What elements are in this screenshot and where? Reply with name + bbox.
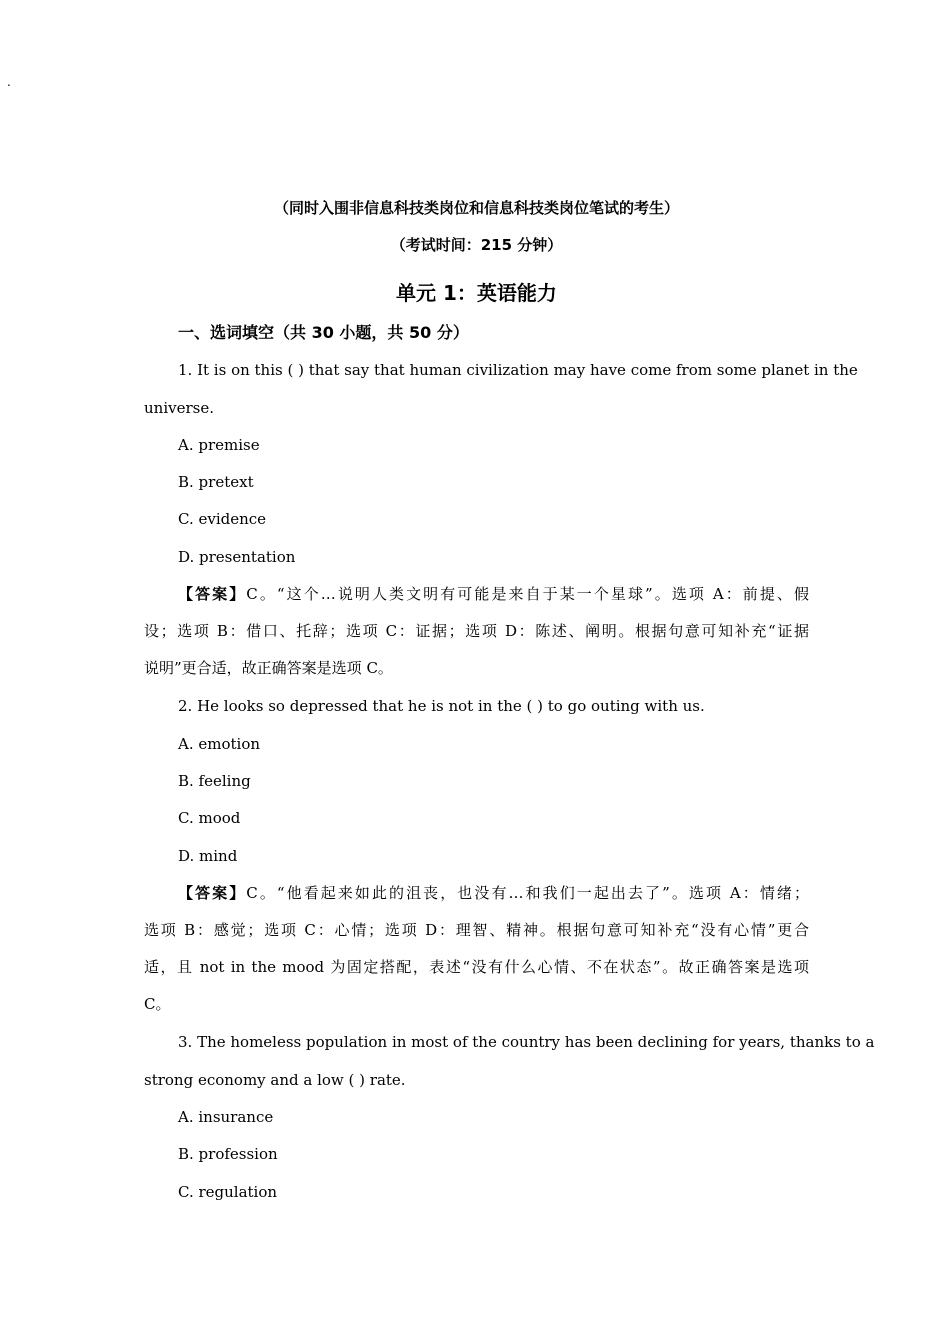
unit-title: 单元 1：英语能力 <box>396 281 557 305</box>
question-2-answer-cont: 选项 B：感觉；选项 C：心情；选项 D：理智、精神。根据句意可知补充“没有心情”更合 <box>144 921 809 939</box>
question-1-option-d: D. presentation <box>178 548 296 566</box>
question-1-answer-cont: 说明”更合适，故正确答案是选项 C。 <box>144 659 393 677</box>
question-1-stem: 1. It is on this ( ) that say that human civilization may have come from some planet in the <box>178 361 858 379</box>
question-2-option-b: B. feeling <box>178 772 251 790</box>
question-1-stem-cont: universe. <box>144 399 214 417</box>
question-1-option-c: C. evidence <box>178 510 267 528</box>
question-3-option-a: A. insurance <box>178 1108 274 1126</box>
answer-text: C。“他看起来如此的沮丧，也没有…和我们一起出去了”。选项 A：情绪； <box>246 884 809 902</box>
answer-tag: 【答案】 <box>178 585 247 603</box>
question-1-option-b: B. pretext <box>178 473 254 491</box>
question-3-stem-cont: strong economy and a low ( ) rate. <box>144 1071 406 1089</box>
question-2-stem: 2. He looks so depressed that he is not in the ( ) to go outing with us. <box>178 697 705 715</box>
question-3-option-c: C. regulation <box>178 1183 278 1201</box>
question-3-option-b: B. profession <box>178 1145 278 1163</box>
exam-duration-note: （考试时间：215 分钟） <box>390 236 563 254</box>
answer-text: C。“这个…说明人类文明有可能是来自于某一个星球”。选项 A：前提、假 <box>246 585 809 603</box>
question-2-answer <box>178 882 809 904</box>
question-1-option-a: A. premise <box>178 436 260 454</box>
question-2-option-c: C. mood <box>178 809 241 827</box>
answer-tag: 【答案】 <box>178 884 247 902</box>
question-2-answer-cont: C。 <box>144 995 171 1013</box>
question-2-option-d: D. mind <box>178 847 238 865</box>
question-3-stem: 3. The homeless population in most of the country has been declining for years, thanks to a <box>178 1033 875 1051</box>
question-1-answer <box>178 583 809 605</box>
exam-audience-note: （同时入围非信息科技类岗位和信息科技类岗位笔试的考生） <box>273 199 679 217</box>
question-2-option-a: A. emotion <box>178 735 261 753</box>
question-1-answer-cont: 设；选项 B：借口、托辞；选项 C：证据；选项 D：陈述、阐明。根据句意可知补充“证据 <box>144 622 809 640</box>
corner-mark: . <box>7 75 11 89</box>
question-2-answer-cont: 适，且 not in the mood 为固定搭配，表述“没有什么心情、不在状态”。故正确答案是选项 <box>144 958 809 976</box>
section-title: 一、选词填空（共 30 小题，共 50 分） <box>178 323 469 342</box>
